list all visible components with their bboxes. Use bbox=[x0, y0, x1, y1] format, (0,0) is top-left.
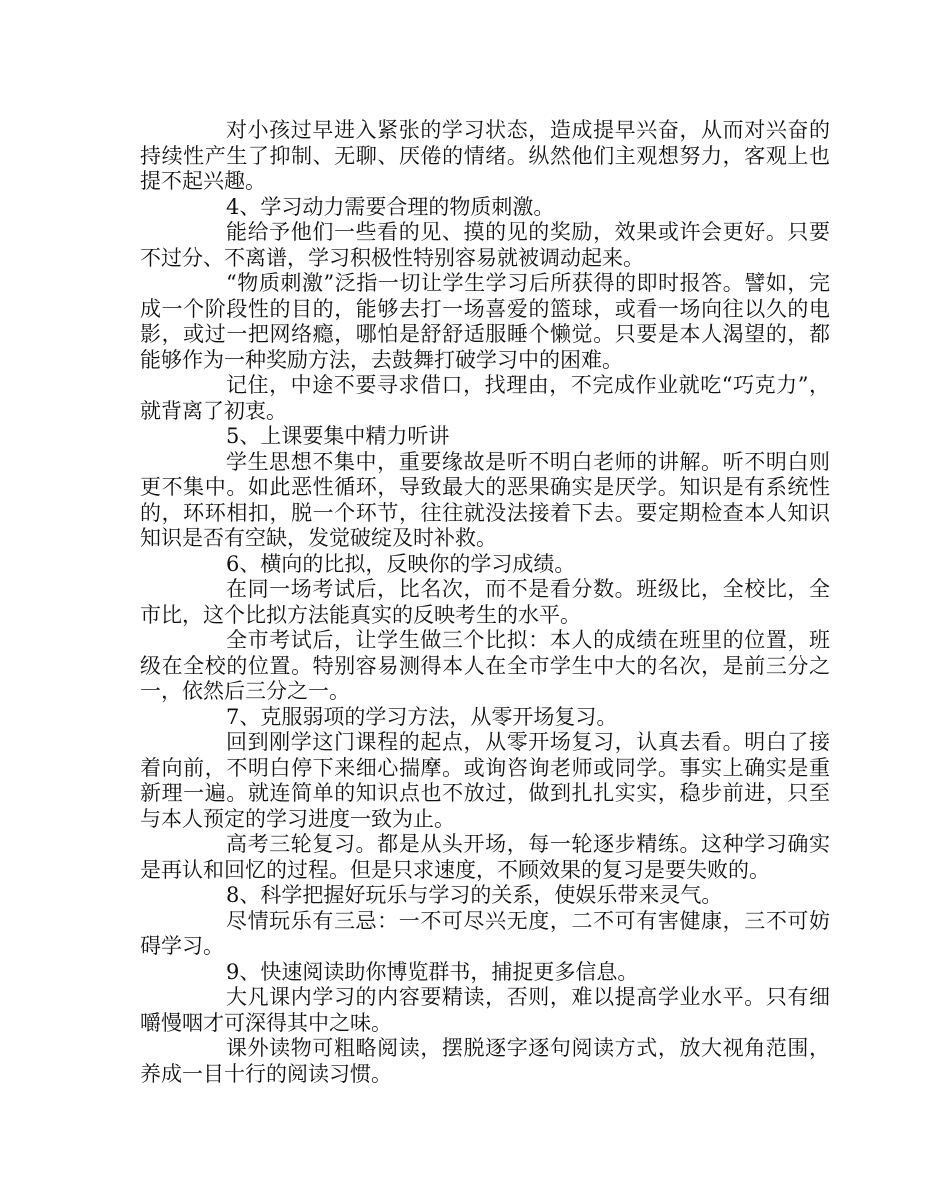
paragraph: 对小孩过早进入紧张的学习状态，造成提早兴奋，从而对兴奋的持续性产生了抑制、无聊、厌倦的情绪。纵然他们主观想努力，客观上也提不起兴趣。 bbox=[140, 118, 830, 193]
section-heading: 8、科学把握好玩乐与学习的关系，使娱乐带来灵气。 bbox=[226, 883, 723, 907]
paragraph: 尽情玩乐有三忌：一不可尽兴无度，二不可有害健康，三不可妨碍学习。 bbox=[140, 908, 830, 958]
section-heading: 9、快速阅读助你博览群书，捕捉更多信息。 bbox=[226, 959, 639, 984]
paragraph: 回到刚学这门课程的起点，从零开场复习，认真去看。明白了接着向前，不明白停下来细心揣摩。或询咨询老师或同学。事实上确实是重新理一遍。就连简单的知识点也不放过，做到扎扎实实，稳步前进，只至与本人预定的学习进度一致为止。 bbox=[140, 730, 830, 831]
paragraph: 在同一场考试后，比名次，而不是看分数。班级比，全校比，全市比，这个比拟方法能真实的反映考生的水平。 bbox=[140, 577, 830, 627]
paragraph: 大凡课内学习的内容要精读，否则，难以提高学业水平。只有细嚼慢咽才可深得其中之味。 bbox=[140, 985, 830, 1035]
paragraph: 课外读物可粗略阅读，摆脱逐字逐句阅读方式，放大视角范围，养成一目十行的阅读习惯。 bbox=[140, 1036, 830, 1086]
paragraph: 记住，中途不要寻求借口，找理由，不完成作业就吃“巧克力”，就背离了初衷。 bbox=[140, 373, 830, 423]
section-heading: 7、克服弱项的学习方法，从零开场复习。 bbox=[226, 704, 618, 729]
paragraph: 学生思想不集中，重要缘故是听不明白老师的讲解。听不明白则更不集中。如此恶性循环，导致最大的恶果确实是厌学。知识是有系统性的，环环相扣，脱一个环节，往往就没法接着下去。要定期检查本人知识知识是否有空缺，发觉破绽及时补救。 bbox=[140, 449, 830, 550]
document-body bbox=[140, 118, 830, 1087]
section-heading: 6、横向的比拟，反映你的学习成绩。 bbox=[226, 551, 576, 576]
paragraph: 能给予他们一些看的见、摸的见的奖励，效果或许会更好。只要不过分、不离谱，学习积极性特别容易就被调动起来。 bbox=[140, 220, 830, 270]
section-heading: 4、学习动力需要合理的物质刺激。 bbox=[226, 194, 555, 219]
section-heading: 5、上课要集中精力听讲 bbox=[226, 424, 450, 448]
paragraph: 全市考试后，让学生做三个比拟：本人的成绩在班里的位置，班级在全校的位置。特别容易测得本人在全市学生中大的名次，是前三分之一，依然后三分之一。 bbox=[140, 628, 830, 703]
paragraph: 高考三轮复习。都是从头开场，每一轮逐步精练。这种学习确实是再认和回忆的过程。但是只求速度，不顾效果的复习是要失败的。 bbox=[140, 832, 830, 882]
paragraph: “物质刺激”泛指一切让学生学习后所获得的即时报答。譬如，完成一个阶段性的目的，能够去打一场喜爱的篮球，或看一场向往以久的电影，或过一把网络瘾，哪怕是舒舒适服睡个懒觉。只要是本人渴望的，都能够作为一种奖励方法，去鼓舞打破学习中的困难。 bbox=[140, 271, 830, 372]
